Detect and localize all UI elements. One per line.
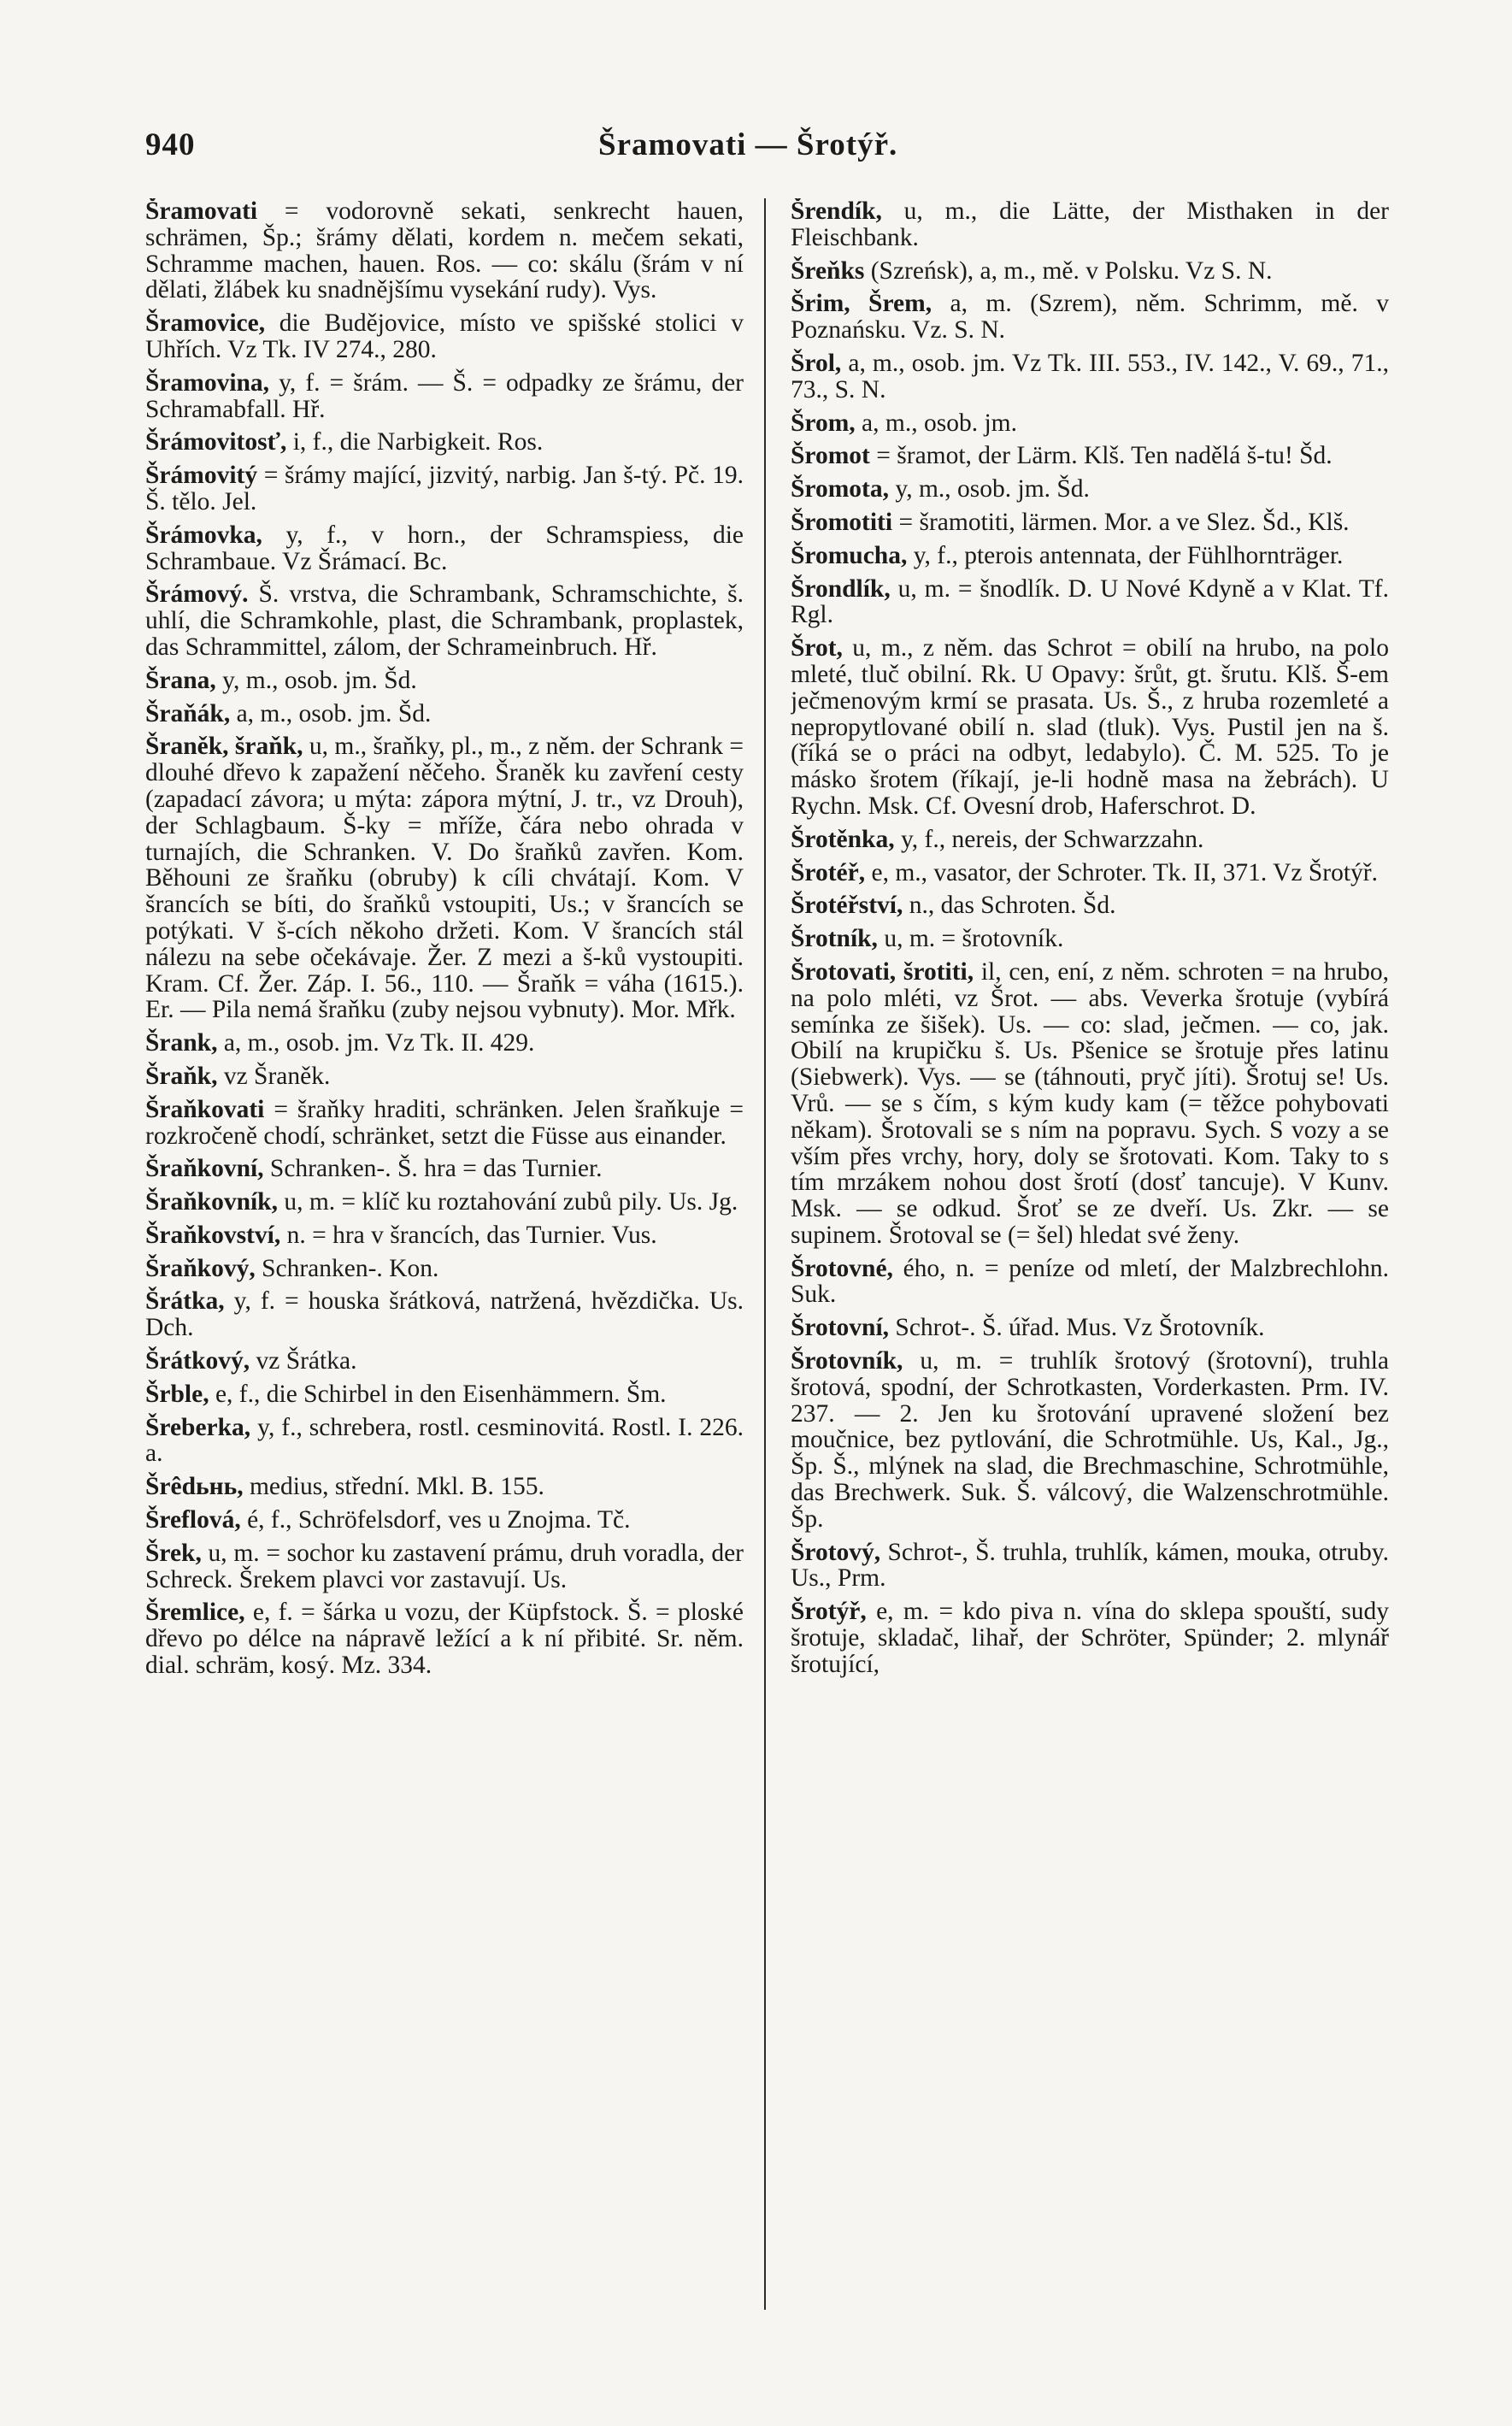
dictionary-entry [145,1381,744,1408]
dictionary-entry [145,1474,744,1500]
entry-definition: medius, střední. Mkl. B. 155. [243,1473,544,1501]
dictionary-entry [145,429,744,456]
entry-headword: Šraňkovati [145,1095,265,1123]
entry-headword: Šromota, [791,475,889,503]
entry-definition: Š. vrstva, die Schrambank, Schramschichte, š. uhlí, die Schramkohle, plast, die Schrambank, proplastek, das Schrammittel, zálom, der Schrameinbruch. Hř. [145,580,744,661]
entry-headword: Šrom, [791,409,856,437]
dictionary-entry [145,198,744,303]
dictionary-entry [791,1599,1389,1677]
entry-headword: Šramovina, [145,368,270,397]
entry-definition: a, m., osob. jm. [855,409,1017,437]
entry-definition: (Szreńsk), a, m., mě. v Polsku. Vz S. N. [864,256,1273,285]
entry-headword: Šrámovka, [145,521,262,549]
entry-headword: Šramovice, [145,309,266,338]
entry-definition: = šrámy mající, jizvitý, narbig. Jan š-tý. Pč. 19. Š. tělo. Jel. [145,462,744,515]
entry-headword: Šramovati [145,198,258,225]
dictionary-entry [791,258,1389,285]
entry-definition: = šraňky hraditi, schränken. Jelen šraňkuje = rozkročeně chodí, schränket, setzt die Füsse aus einander. [145,1095,744,1150]
dictionary-entry [145,1599,744,1678]
dictionary-entry [791,926,1389,952]
entry-definition: u, m. = šnodlík. D. U Nové Kdyně a v Klat. Tf. Rgl. [791,574,1389,629]
dictionary-entry [791,860,1389,886]
entry-headword: Šrble, [145,1380,209,1408]
entry-definition: y, f., nereis, der Schwarzzahn. [894,825,1204,853]
dictionary-entry [145,1348,744,1375]
entry-headword: Šrondlík, [791,574,891,603]
entry-definition: u, m., šraňky, pl., m., z něm. der Schrank = dlouhé dřevo k zapažení něčeho. Šraněk ku zavření cesty (zapadací závora; u mýta: zápora mýtní, J. tr., vz Drouh), der Schlagbaum. Š-ky = mříže, čára nebo ohrada v turnajích, die Schranken. V. Do šraňků zavřen. Kom. Běhouni ze šraňku (obruby) k cíli chvátají. Kom. V šrancích se bíti, do šraňků vstoupiti, Us.; v šrancích se potýkati. V š-cích někoho držeti. Kom. V šrancích stál nálezu na sebe očekávaje. Žer. Z mezi a š-ků vystoupiti. Kram. Cf. Žer. Záp. I. 56., 110. — Šraňk = váha (1615.). Er. — Pila nemá šraňku (zuby nejsou vybnuty). Mor. Mřk. [145,733,744,1024]
entry-headword: Šrol, [791,349,842,377]
dictionary-entry [791,350,1389,403]
entry-headword: Šrotovné, [791,1254,893,1282]
entry-headword: Šromotiti [791,508,893,536]
running-head [0,127,1512,178]
dictionary-entry [791,892,1389,919]
dictionary-entry [145,1097,744,1150]
entry-definition: die Budějovice, místo ve spišské stolici v Uhřích. Vz Tk. IV 274., 280. [145,309,744,363]
entry-headword: Šrotéř, [791,858,866,886]
entry-headword: Šrana, [145,666,216,694]
dictionary-entry [791,543,1389,569]
dictionary-entry [791,410,1389,437]
entry-headword: Šraňkovní, [145,1155,264,1183]
entry-headword: Šreberka, [145,1413,251,1441]
entry-headword: Šrotýř, [791,1598,867,1626]
dictionary-entry [791,959,1389,1249]
entry-definition: Schranken-. Kon. [255,1254,439,1282]
entry-definition: u, m., die Lätte, der Misthaken in der Fleischbank. [791,198,1389,251]
entry-headword: Šrek, [145,1539,202,1567]
entry-headword: Šromucha, [791,541,908,569]
entry-headword: Šremlice, [145,1599,245,1627]
dictionary-entry [145,1256,744,1282]
running-title: Šramovati — Šrotýř. [598,127,898,162]
entry-definition: y, f. = houska šrátková, natržená, hvězdička. Us. Dch. [145,1287,744,1342]
entry-headword: Šrotěnka, [791,825,895,853]
dictionary-entry [145,701,744,727]
right-column [791,198,1389,2318]
dictionary-entry [791,198,1389,251]
entry-definition: a, m., osob. jm. Šd. [230,699,432,727]
dictionary-entry [145,1156,744,1182]
entry-headword: Šrotovník, [791,1347,903,1375]
dictionary-entry [145,1189,744,1216]
entry-definition: u, m., z něm. das Schrot = obilí na hrubo, na polo mleté, tluč obilní. Rk. U Opavy: šrůt, gt. šrutu. Klš. Š-em ječmenovým krmí se prasata. Us. Š., z hruba rozemleté a nepropytlované obilí n. slad (tluk). Vys. Pustil jen na š. (říká se o práci na odbyt, ledabylo). Č. M. 525. To je másko šrotem (říkají, je-li hodně masa na žebrách). U Rychn. Msk. Cf. Ovesní drob, Haferschrot. D. [791,634,1389,820]
column-divider [764,198,766,2310]
entry-definition: u, m. = truhlík šrotový (šrotovní), truhla šrotová, spodní, der Schrotkasten, Vorderkasten. Prm. IV. 237. — 2. Jen ku šrotování upravené složení bez moučnice, bez pytlování, die Schrotmühle. Us, Kal., Jg., Šp. Š., mlýnek na slad, die Brechmaschine, Schrotmühle, das Brechwerk. Suk. Š. válcový, die Walzenschrotmühle. Šp. [791,1347,1389,1533]
dictionary-entry [145,1507,744,1534]
dictionary-entry [145,733,744,1023]
entry-headword: Šrotovní, [791,1314,890,1342]
entry-definition: = šramotiti, lärmen. Mor. a ve Slez. Šd., Klš. [892,508,1350,536]
entry-definition: Schrot-. Š. úřad. Mus. Vz Šrotovník. [889,1314,1265,1342]
entry-headword: Šraňkový, [145,1254,256,1282]
dictionary-entry [145,581,744,660]
entry-definition: vz Šrátka. [250,1347,357,1375]
entry-definition: il, cen, ení, z něm. schroten = na hrubo, na polo mléti, vz Šrot. — abs. Veverka šrotuje (vybírá semínka ze šišek). Us. — co: slad, ječmen. — co, jak. Obilí na krupičku š. Us. Pšenice se šrotuje přes latinu (Siebwerk). Vys. — se (táhnouti, pryč jíti). Šrotuj se! Us. Vrů. — se s čím, s kým kudy kam (= těžce pohybovati někam). Šrotovali se s ním na popravu. Sych. S vozy a se vším přes vrchy, hory, doly se šrotovati. Kom. Taky to s tím mrzákem nohou dost šrotí (dosť tancuje). V Kunv. Msk. — se odkud. Šroť se ze dveří. Us. Zkr. — se supinem. Šrotoval se (= šel) hledat své ženy. [791,957,1389,1249]
entry-definition: y, f., v horn., der Schramspiess, die Schrambaue. Vz Šrámací. Bc. [145,521,744,575]
entry-definition: = vodorovně sekati, senkrecht hauen, schrämen, Šp.; šrámy dělati, kordem n. mečem sekati, Schramme machen, hauen. Ros. — co: skálu (šrám v ní dělati, žlábek ku snadnějšímu vysekání rudy). Vys. [145,198,744,304]
entry-definition: y, m., osob. jm. Šd. [215,666,417,694]
dictionary-entry [145,310,744,363]
left-column [145,198,744,2318]
dictionary-entry [145,1288,744,1341]
entry-definition: n. = hra v šrancích, das Turnier. Vus. [280,1221,657,1249]
entry-definition: Schranken-. Š. hra = das Turnier. [263,1155,603,1183]
entry-definition: y, f., pterois antennata, der Fühlhornträger. [907,541,1344,569]
entry-definition: y, m., osob. jm. Šd. [889,475,1090,503]
dictionary-entry [791,1256,1389,1309]
dictionary-entry [791,1315,1389,1341]
entry-definition: y, f. = šrám. — Š. = odpadky ze šrámu, der Schramabfall. Hř. [145,368,744,423]
entry-headword: Šraňkovník, [145,1188,278,1216]
entry-headword: Šromot [791,442,870,470]
dictionary-entry [791,576,1389,629]
dictionary-entry [145,1030,744,1057]
dictionary-entry [791,1348,1389,1533]
entry-definition: n., das Schroten. Šd. [903,892,1116,920]
entry-headword: Šraňák, [145,699,231,727]
dictionary-entry [145,668,744,694]
entry-headword: Šrotník, [791,925,878,953]
entry-headword: Šrendík, [791,198,882,225]
entry-headword: Šreflová, [145,1506,241,1534]
dictionary-entry [791,827,1389,853]
dictionary-entry [145,370,744,423]
dictionary-entry [791,635,1389,820]
entry-definition: e, m. = kdo piva n. vína do sklepa spouští, sudy šrotuje, skladač, lihař, der Schröter, Spünder; 2. mlynář šrotující, [791,1598,1389,1678]
entry-headword: Šrámovitosť, [145,428,287,456]
page-number: 940 [145,127,196,162]
entry-definition: = šramot, der Lärm. Klš. Ten nadělá š-tu! Šd. [869,442,1333,470]
dictionary-entry [791,291,1389,344]
dictionary-entry [145,462,744,515]
entry-headword: Šrámový. [145,580,249,609]
entry-headword: Šraněk, šraňk, [145,733,303,761]
dictionary-entry [145,1222,744,1249]
dictionary-entry [791,476,1389,503]
entry-definition: Schrot-, Š. truhla, truhlík, kámen, mouka, otruby. Us., Prm. [791,1538,1389,1593]
dictionary-entry [145,1415,744,1468]
entry-headword: Šrim, Šrem, [791,290,932,318]
entry-definition: e, m., vasator, der Schroter. Tk. II, 371. Vz Šrotýř. [865,858,1379,886]
dictionary-entry [791,1540,1389,1593]
entry-headword: Šrátkový, [145,1347,250,1375]
entry-headword: Šrot, [791,634,843,662]
entry-definition: a, m., osob. jm. Vz Tk. III. 553., IV. 142., V. 69., 71., 73., S. N. [791,349,1389,403]
entry-headword: Šrámovitý [145,462,258,490]
dictionary-entry [145,1540,744,1593]
entry-headword: Šrêdьнь, [145,1473,244,1501]
entry-definition: y, f., schrebera, rostl. cesminovitá. Rostl. I. 226. a. [145,1413,744,1468]
dictionary-entry [145,1063,744,1090]
entry-definition: u, m. = sochor ku zastavení prámu, druh voradla, der Schreck. Šrekem plavci vor zastavují. Us. [145,1539,744,1593]
entry-definition: a, m. (Szrem), něm. Schrimm, mě. v Poznańsku. Vz. S. N. [791,290,1389,344]
entry-definition: vz Šraněk. [217,1062,331,1090]
dictionary-entry [791,443,1389,469]
entry-headword: Šrank, [145,1029,218,1057]
entry-headword: Šraňkovství, [145,1221,281,1249]
entry-definition: e, f., die Schirbel in den Eisenhämmern. Šm. [209,1380,667,1408]
entry-headword: Šreňks [791,256,865,285]
entry-definition: a, m., osob. jm. Vz Tk. II. 429. [217,1029,535,1057]
entry-definition: u, m. = šrotovník. [877,925,1064,953]
entry-headword: Šrotový, [791,1538,881,1566]
dictionary-entry [145,522,744,575]
entry-headword: Šrotéřství, [791,892,903,920]
entry-definition: ého, n. = peníze od mletí, der Malzbrechlohn. Suk. [791,1254,1389,1309]
entry-definition: e, f. = šárka u vozu, der Küpfstock. Š. = ploské dřevo po délce na nápravě ležící a k ní přibité. Sr. něm. dial. schräm, kosý. Mz. 334. [145,1599,744,1680]
entry-definition: u, m. = klíč ku roztahování zubů pily. Us. Jg. [277,1188,738,1216]
entry-headword: Šraňk, [145,1062,218,1090]
dictionary-entry [791,509,1389,536]
entry-definition: i, f., die Narbigkeit. Ros. [286,428,544,456]
entry-headword: Šrotovati, šrotiti, [791,957,974,986]
entry-definition: é, f., Schröfelsdorf, ves u Znojma. Tč. [240,1506,631,1534]
entry-headword: Šrátka, [145,1287,225,1316]
